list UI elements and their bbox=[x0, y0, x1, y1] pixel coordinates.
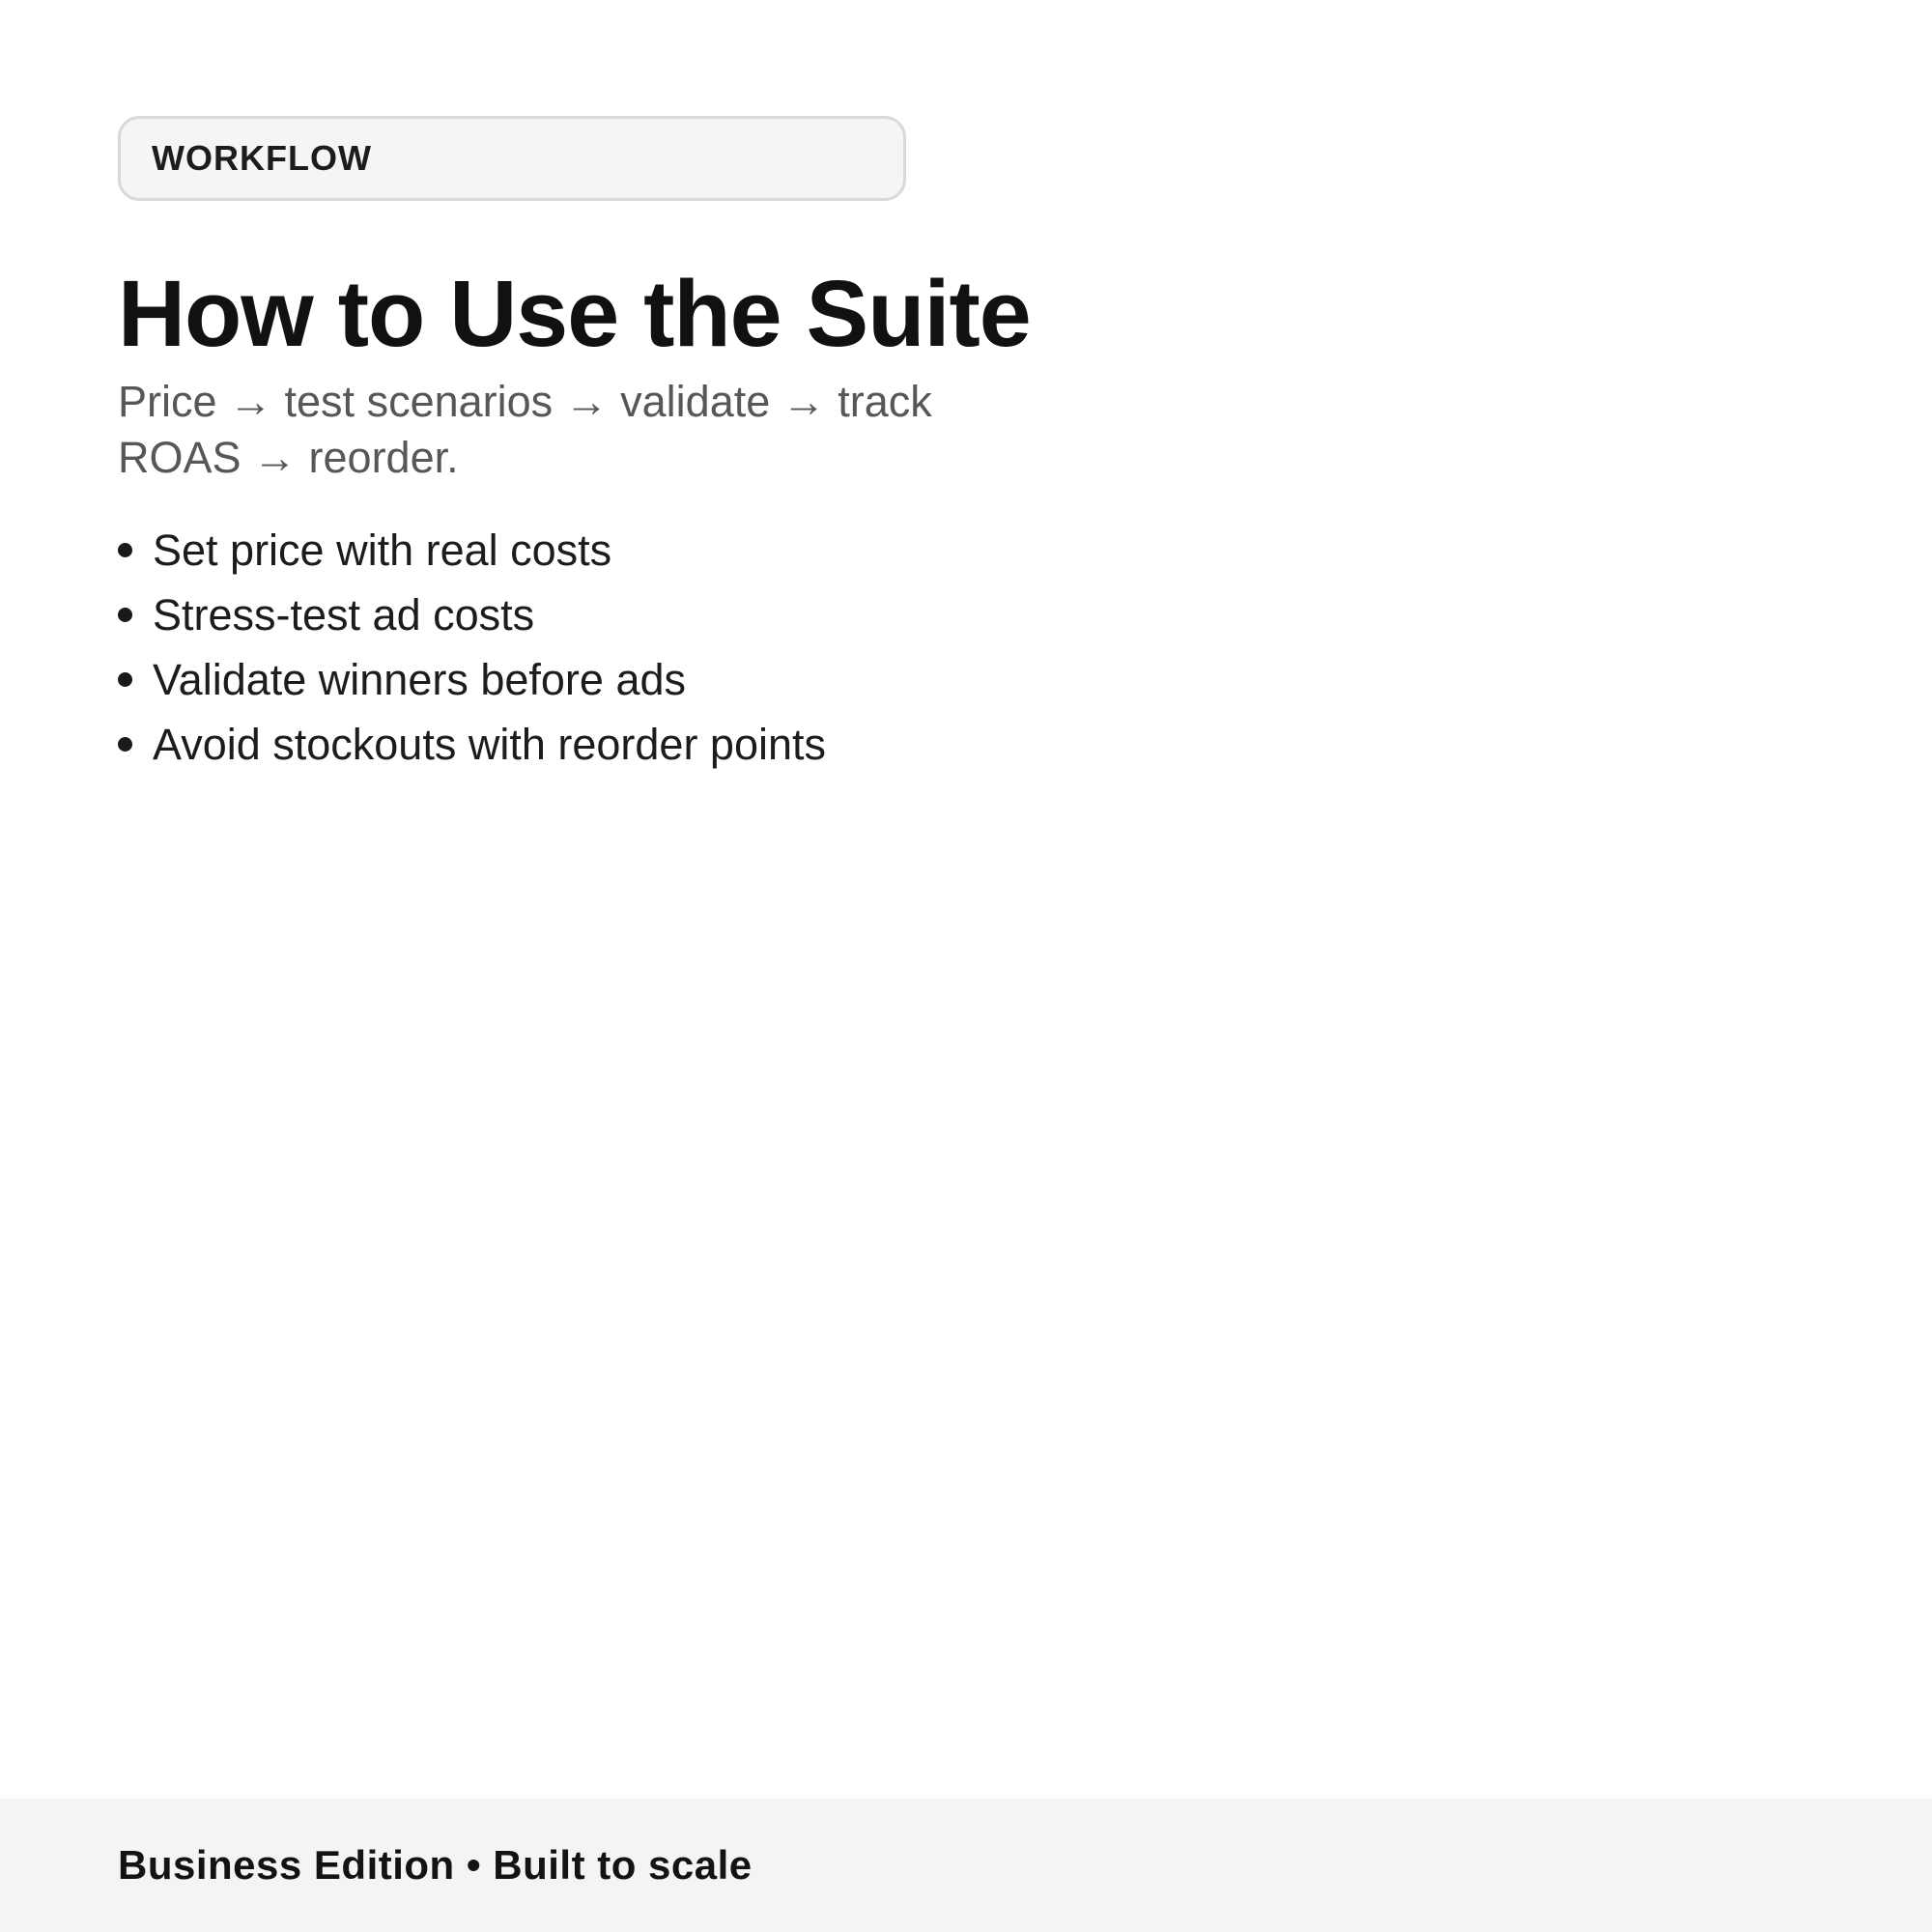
subtitle-line-2: ROAS → reorder. bbox=[118, 432, 459, 482]
main-content bbox=[0, 0, 1932, 769]
subtitle-line-1: Price → test scenarios → validate → track bbox=[118, 376, 932, 426]
page-subtitle bbox=[118, 374, 1814, 486]
bullet-dot-icon bbox=[118, 543, 132, 557]
bullet-label: Validate winners before ads bbox=[153, 654, 686, 704]
workflow-badge-label: WORKFLOW bbox=[152, 138, 372, 178]
footer-text: Business Edition • Built to scale bbox=[118, 1842, 753, 1888]
bullet-label: Stress-test ad costs bbox=[153, 589, 535, 639]
bullet-label: Avoid stockouts with reorder points bbox=[153, 719, 827, 769]
workflow-badge bbox=[118, 116, 906, 201]
bullet-dot-icon bbox=[118, 608, 132, 622]
bullet-list bbox=[118, 526, 1814, 769]
list-item bbox=[118, 526, 1814, 575]
bullet-dot-icon bbox=[118, 737, 132, 752]
bullet-label: Set price with real costs bbox=[153, 525, 612, 575]
list-item bbox=[118, 591, 1814, 639]
footer-bar bbox=[0, 1799, 1932, 1932]
list-item bbox=[118, 656, 1814, 704]
bullet-dot-icon bbox=[118, 672, 132, 687]
list-item bbox=[118, 721, 1814, 769]
page-title: How to Use the Suite bbox=[118, 261, 1031, 366]
